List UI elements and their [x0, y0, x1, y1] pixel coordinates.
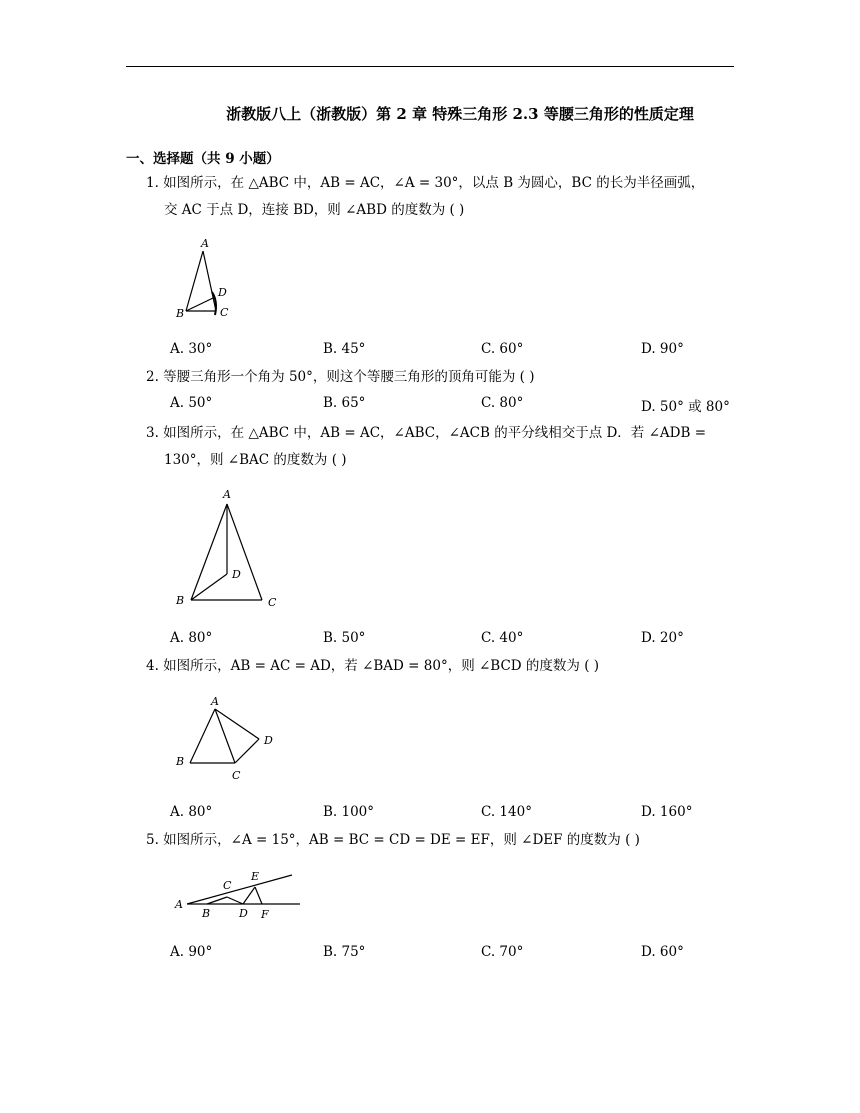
question-4-options	[170, 804, 730, 824]
q5-label-e: E	[251, 870, 260, 883]
q2-option-b[interactable]: B. 65°	[323, 395, 366, 411]
question-1-figure	[170, 235, 250, 325]
question-1	[146, 170, 734, 224]
question-5	[146, 827, 734, 854]
q2-option-d[interactable]: D. 50° 或 80°	[641, 399, 730, 415]
q3-option-d[interactable]: D. 20°	[641, 630, 684, 646]
question-3-line-2: 130°，则 ∠BAC 的度数为 ( )	[164, 452, 347, 468]
question-5-options	[170, 944, 730, 964]
q5-label-f: F	[261, 908, 269, 921]
q5-label-c: C	[223, 879, 232, 892]
q5-label-a: A	[175, 898, 183, 911]
question-4-figure	[170, 692, 290, 787]
q3-label-c: C	[268, 596, 277, 609]
question-1-line-2: 交 AC 于点 D，连接 BD，则 ∠ABD 的度数为 ( )	[164, 202, 465, 218]
q1-option-d[interactable]: D. 90°	[641, 341, 684, 357]
q4-option-a[interactable]: A. 80°	[170, 804, 213, 820]
q5-option-b[interactable]: B. 75°	[323, 944, 366, 960]
q5-label-b: B	[202, 907, 211, 920]
q4-option-c[interactable]: C. 140°	[481, 804, 532, 820]
question-3-line-1: 3. 如图所示，在 △ABC 中，AB = AC，∠ABC，∠ACB 的平分线相交于点 D．若 ∠ADB =	[146, 425, 707, 441]
question-1-options	[170, 341, 730, 361]
section-heading: 一、选择题（共 9 小题）	[126, 151, 280, 167]
question-2-options	[170, 395, 730, 415]
q5-label-d: D	[239, 907, 248, 920]
q1-option-c[interactable]: C. 60°	[481, 341, 524, 357]
q4-label-d: D	[264, 734, 273, 747]
page-title: 浙教版八上（浙教版）第 2 章 特殊三角形 2.3 等腰三角形的性质定理	[226, 105, 694, 123]
q1-label-c: C	[220, 306, 229, 319]
q5-option-c[interactable]: C. 70°	[481, 944, 524, 960]
q2-option-a[interactable]: A. 50°	[170, 395, 213, 411]
q4-option-d[interactable]: D. 160°	[641, 804, 693, 820]
question-3-figure	[170, 484, 290, 614]
q5-option-d[interactable]: D. 60°	[641, 944, 684, 960]
question-4-line-1: 4. 如图所示，AB = AC = AD，若 ∠BAD = 80°，则 ∠BCD 的度数为 ( )	[146, 658, 600, 674]
q5-option-a[interactable]: A. 90°	[170, 944, 213, 960]
q4-label-c: C	[232, 769, 241, 782]
q1-option-b[interactable]: B. 45°	[323, 341, 366, 357]
q3-label-a: A	[223, 488, 231, 501]
q1-label-a: A	[201, 237, 209, 250]
question-1-line-1: 1. 如图所示，在 △ABC 中，AB = AC，∠A = 30°，以点 B 为圆心，BC 的长为半径画弧，	[146, 175, 705, 191]
question-5-line-1: 5. 如图所示，∠A = 15°，AB = BC = CD = DE = EF，则 ∠DEF 的度数为 ( )	[146, 832, 640, 848]
q1-label-b: B	[176, 307, 185, 320]
q1-option-a[interactable]: A. 30°	[170, 341, 213, 357]
question-5-figure	[170, 865, 310, 925]
question-3-options	[170, 630, 730, 650]
question-4	[146, 653, 734, 680]
question-2	[146, 364, 734, 391]
q3-option-b[interactable]: B. 50°	[323, 630, 366, 646]
q3-label-d: D	[232, 568, 241, 581]
q4-label-b: B	[176, 755, 185, 768]
q4-label-a: A	[211, 695, 219, 708]
q1-label-d: D	[218, 286, 227, 299]
question-3	[146, 420, 734, 474]
header-rule	[126, 66, 734, 67]
q3-label-b: B	[176, 594, 185, 607]
q2-option-c[interactable]: C. 80°	[481, 395, 524, 411]
q3-option-c[interactable]: C. 40°	[481, 630, 524, 646]
q4-option-b[interactable]: B. 100°	[323, 804, 375, 820]
question-2-line-1: 2. 等腰三角形一个角为 50°，则这个等腰三角形的顶角可能为 ( )	[146, 369, 535, 385]
q3-option-a[interactable]: A. 80°	[170, 630, 213, 646]
